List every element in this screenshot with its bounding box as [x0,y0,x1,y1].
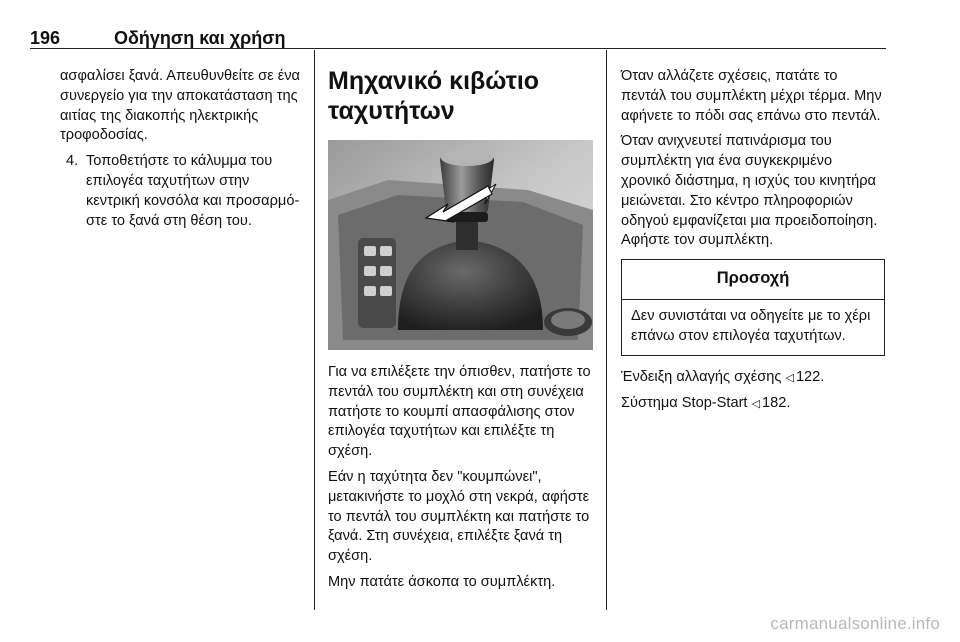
page-header [30,28,886,49]
step-4 [60,152,300,231]
caution-body: Δεν συνιστάται να οδηγείτε με το χέρι επάνω στον επιλογέα ταχυτήτων. [631,307,871,344]
caution-heading: Προσοχή [622,260,884,300]
step-text: Τοποθετήστε το κάλυμμα του επιλογέα ταχυτήτων στην κεντρική κονσόλα και προσαρμόστε το ξανά στη θέση του. [86,153,300,229]
reference-page: 182. [762,395,791,412]
reference-label: Σύστημα Stop-Start [621,395,748,412]
step-number: 4. [66,153,79,170]
column-2 [328,66,594,599]
caution-notice [621,259,885,355]
paragraph-shifting: Όταν αλλάζετε σχέσεις, πατάτε το πεντάλ του συμπλέκτη μέχρι τέρμα. Μην αφήνετε το πόδι σας επάνω στο πεντάλ. [621,68,882,124]
reference-page: 122. [795,368,825,385]
paragraph-reverse-gear: Για να επιλέξετε την όπισθεν, πατήστε το πεντάλ του συμπλέκτη και στη συνέχεια πατήστε το κουμπί απασφάλισης στον επιλογέα ταχυτήτων και επιλέξτε τη σχέση. [328,364,591,460]
reference-gear-shift-indicator [621,368,885,389]
page-reference-arrow-icon: ◁ [751,398,761,411]
reference-label: Ένδειξη αλλαγής σχέσης [621,368,782,385]
section-title: Οδήγηση και χρήση [114,28,286,48]
paragraph-clutch-warning: Μην πατάτε άσκοπα το συμπλέκτη. [328,573,556,590]
paragraph-gear-not-engaging: Εάν η ταχύτητα δεν "κουμπώνει", μετακινήστε το μοχλό στη νεκρά, αφήστε το πεντάλ του συμπλέκτη και πατήστε το ξανά. Στη συνέχεια, επιλέξτε ξανά τη σχέση. [328,468,590,565]
column-divider-right [606,50,607,610]
continuation-paragraph: ασφαλίσει ξανά. Απευθυνθείτε σε ένα συνεργείο για την αποκατάσταση της αιτίας της διακοπής ηλεκτρικής τροφοδοσίας. [60,68,300,144]
gear-shift-figure [328,140,593,350]
column-3 [621,67,885,421]
paragraph-clutch-slip: Όταν ανιχνευτεί πατινάρισμα του συμπλέκτη για ένα συγκεκριμένο χρονικό διάστημα, η ισχύς του κινητήρα μειώνεται. Στο κέντρο πληροφοριών οδηγού εμφανίζεται μια προειδοποίηση. Αφήστε τον συμπλέκτη. [621,133,878,249]
gear-shift-lever-illustration [328,140,593,350]
reference-stop-start [621,394,885,415]
watermark: carmanualsonline.info [770,614,940,633]
page-number: 196 [30,28,61,48]
page-reference-arrow-icon: ◁ [785,371,794,384]
section-heading: Μηχανικό κιβώτιο ταχυτήτων [328,67,540,125]
column-1 [60,67,300,237]
column-divider-left [314,50,315,610]
